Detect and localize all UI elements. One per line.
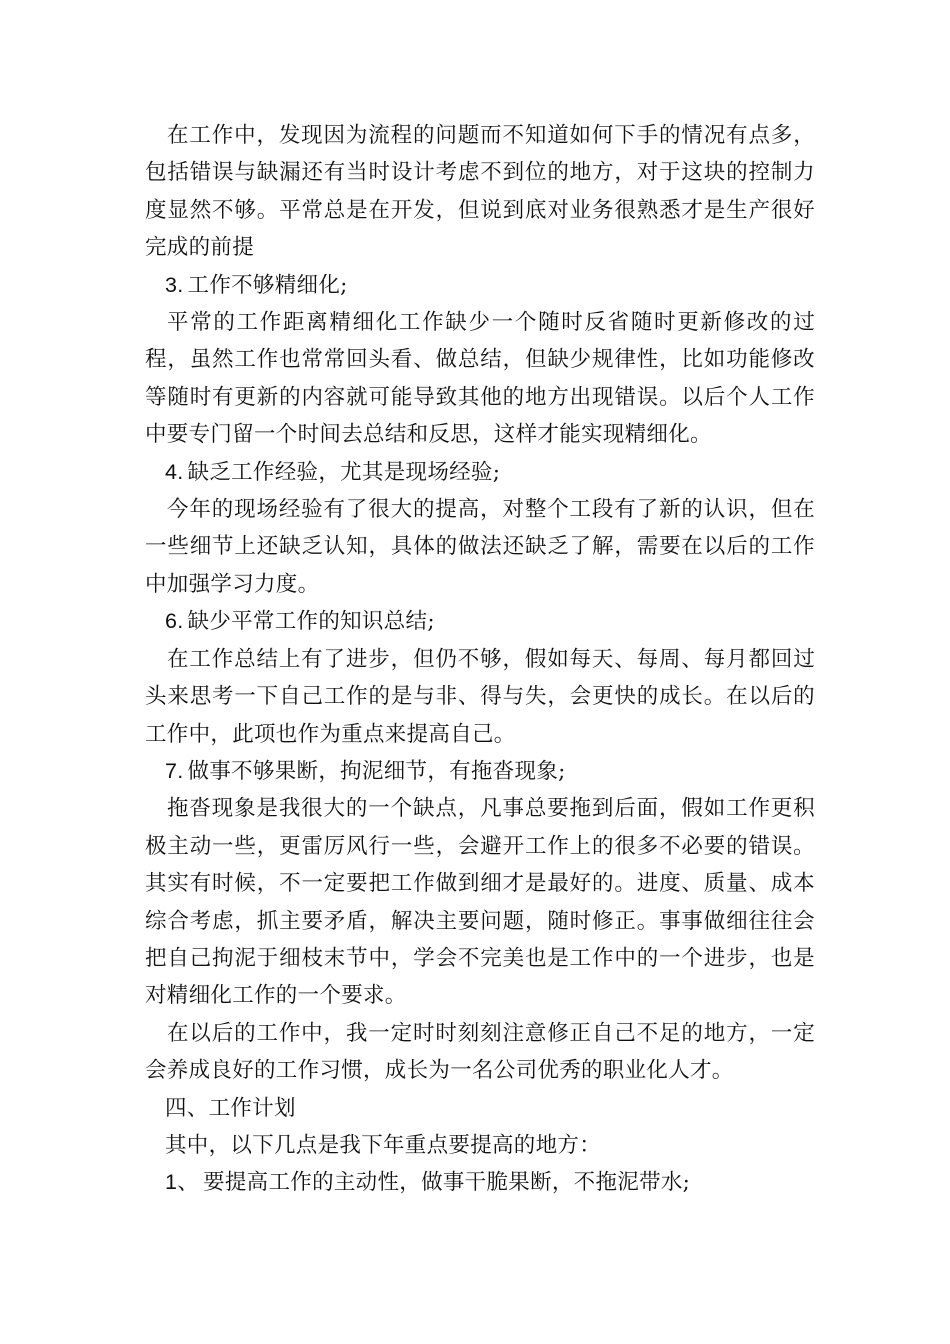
heading-number: 3. bbox=[165, 272, 184, 297]
heading-item-7 bbox=[145, 753, 815, 790]
heading-text: 缺少平常工作的知识总结; bbox=[187, 609, 435, 635]
heading-text: 缺乏工作经验，尤其是现场经验; bbox=[187, 459, 501, 485]
heading-number: 4. bbox=[165, 459, 184, 484]
paragraph-plan-intro: 其中，以下几点是我下年重点要提高的地方： bbox=[165, 1132, 602, 1158]
plan-item-text: 要提高工作的主动性，做事干脆果断，不拖泥带水; bbox=[203, 1170, 691, 1196]
heading-item-4 bbox=[145, 454, 815, 491]
document-body bbox=[145, 117, 815, 1202]
heading-text: 做事不够果断，拘泥细节，有拖沓现象; bbox=[187, 758, 566, 784]
paragraph-procrastination: 拖沓现象是我很大的一个缺点，凡事总要拖到后面，假如工作更积极主动一些，更雷厉风行一些，会避开工作上的很多不必要的错误。其实有时候，不一定要把工作做到细才是最好的。进度、质量、成本综合考虑，抓主要矛盾，解决主要问题，随时修正。事事做细往往会把自己拘泥于细枝末节中，学会不完美也是工作中的一个进步，也是对精细化工作的一个要求。 bbox=[145, 796, 815, 1009]
paragraph-refinement: 平常的工作距离精细化工作缺少一个随时反省随时更新修改的过程，虽然工作也常常回头看、做总结，但缺少规律性，比如功能修改等随时有更新的内容就可能导致其他的地方出现错误。以后个人工作中要专门留一个时间去总结和反思，这样才能实现精细化。 bbox=[145, 310, 815, 448]
heading-item-3 bbox=[145, 267, 815, 304]
paragraph-field-experience: 今年的现场经验有了很大的提高，对整个工段有了新的认识，但在一些细节上还缺乏认知，具体的做法还缺乏了解，需要在以后的工作中加强学习力度。 bbox=[145, 497, 815, 597]
paragraph-future-commitment: 在以后的工作中，我一定时时刻刻注意修正自己不足的地方，一定会养成良好的工作习惯，成长为一名公司优秀的职业化人才。 bbox=[145, 1020, 815, 1084]
heading-text: 工作不够精细化; bbox=[187, 272, 348, 298]
plan-item-number: 1、 bbox=[165, 1170, 200, 1195]
paragraph-process-issues: 在工作中，发现因为流程的问题而不知道如何下手的情况有点多，包括错误与缺漏还有当时设计考虑不到位的地方，对于这块的控制力度显然不够。平常总是在开发，但说到底对业务很熟悉才是生产很好完成的前提 bbox=[145, 123, 815, 261]
plan-item-1 bbox=[145, 1164, 815, 1201]
paragraph-knowledge-summary: 在工作总结上有了进步，但仍不够，假如每天、每周、每月都回过头来思考一下自己工作的是与非、得与失，会更快的成长。在以后的工作中，此项也作为重点来提高自己。 bbox=[145, 646, 815, 747]
heading-number: 7. bbox=[165, 758, 184, 783]
heading-item-6 bbox=[145, 603, 815, 640]
section-heading-work-plan: 四、工作计划 bbox=[165, 1095, 296, 1121]
heading-number: 6. bbox=[165, 609, 184, 634]
